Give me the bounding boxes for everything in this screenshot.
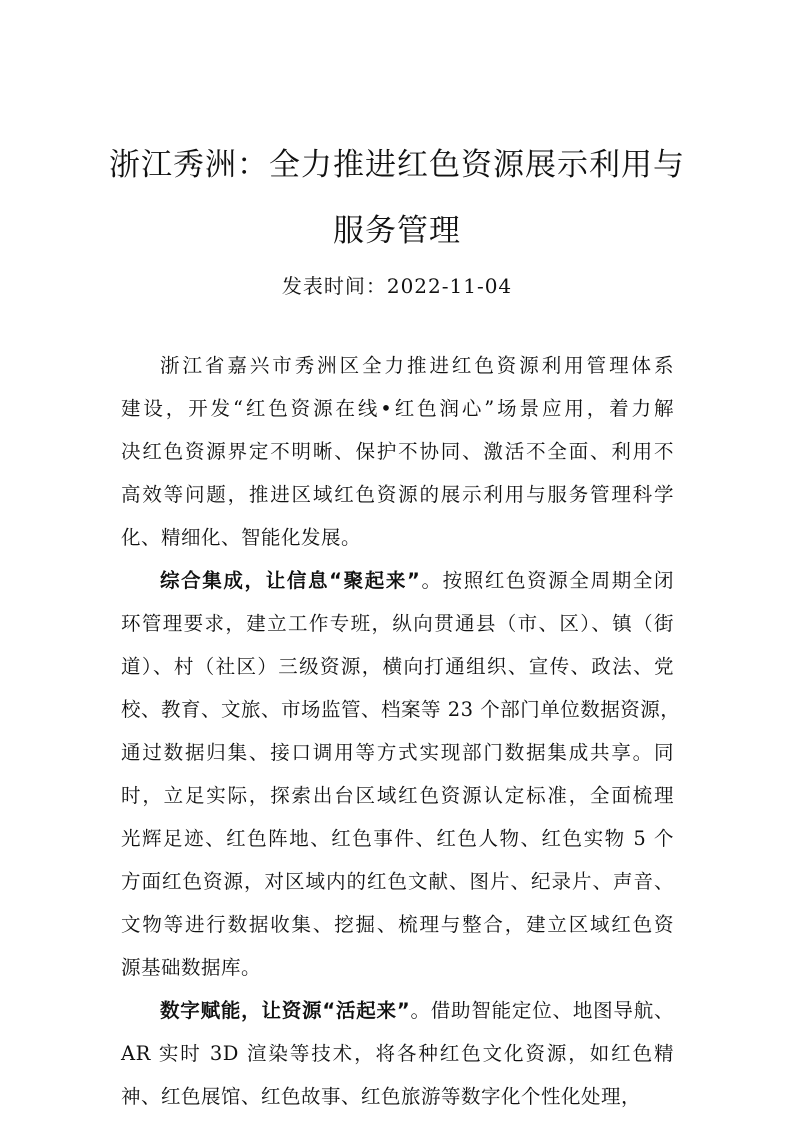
paragraph-3-line: AR 实时 3D 渲染等技术，将各种红色文化资源，如红色精 — [121, 1042, 674, 1065]
paragraph-3-line: 神、红色展馆、红色故事、红色旅游等数字化个性化处理， — [121, 1085, 642, 1108]
paragraph-2-line: 通过数据归集、接口调用等方式实现部门数据集成共享。同 — [121, 741, 674, 764]
paragraph-1-line: 决红色资源界定不明晰、保护不协同、激活不全面、利用不 — [121, 440, 674, 463]
publish-date: 发表时间：2022-11-04 — [281, 274, 513, 298]
paragraph-2-line: 校、教育、文旅、市场监管、档案等 23 个部门单位数据资源， — [121, 698, 681, 721]
paragraph-1-line: 高效等问题，推进区域红色资源的展示利用与服务管理科学 — [121, 483, 674, 506]
paragraph-2-line: 时，立足实际，探索出台区域红色资源认定标准，全面梳理 — [121, 784, 674, 807]
article-title-line-1: 浙江秀洲：全力推进红色资源展示利用与 — [109, 147, 685, 183]
paragraph-1-line: 浙江省嘉兴市秀洲区全力推进红色资源利用管理体系 — [160, 354, 674, 377]
paragraph-2-line: 环管理要求，建立工作专班，纵向贯通县（市、区）、镇（街 — [121, 612, 674, 635]
paragraph-2-line: 方面红色资源，对区域内的红色文献、图片、纪录片、声音、 — [121, 870, 674, 893]
paragraph-1-line: 建设，开发“红色资源在线•红色润心”场景应用，着力解 — [121, 397, 674, 420]
section-heading-digital: 数字赋能，让资源“活起来” — [160, 999, 411, 1022]
paragraph-2-first-line — [160, 568, 674, 594]
paragraph-1-line: 化、精细化、智能化发展。 — [121, 526, 362, 549]
article-title-line-2: 服务管理 — [333, 213, 461, 249]
section-heading-integration: 综合集成，让信息“聚起来” — [160, 569, 421, 592]
paragraph-2-line: 源基础数据库。 — [121, 956, 262, 979]
paragraph-2-first-text: 。按照红色资源全周期全闭 — [420, 569, 674, 592]
paragraph-3-first-line — [160, 998, 674, 1024]
paragraph-2-line: 道）、村（社区）三级资源，横向打通组织、宣传、政法、党 — [121, 655, 674, 678]
paragraph-2-line: 光辉足迹、红色阵地、红色事件、红色人物、红色实物 5 个 — [121, 827, 674, 850]
paragraph-2-line: 文物等进行数据收集、挖掘、梳理与整合，建立区域红色资 — [121, 913, 674, 936]
paragraph-3-first-text: 。借助智能定位、地图导航、 — [410, 999, 674, 1022]
